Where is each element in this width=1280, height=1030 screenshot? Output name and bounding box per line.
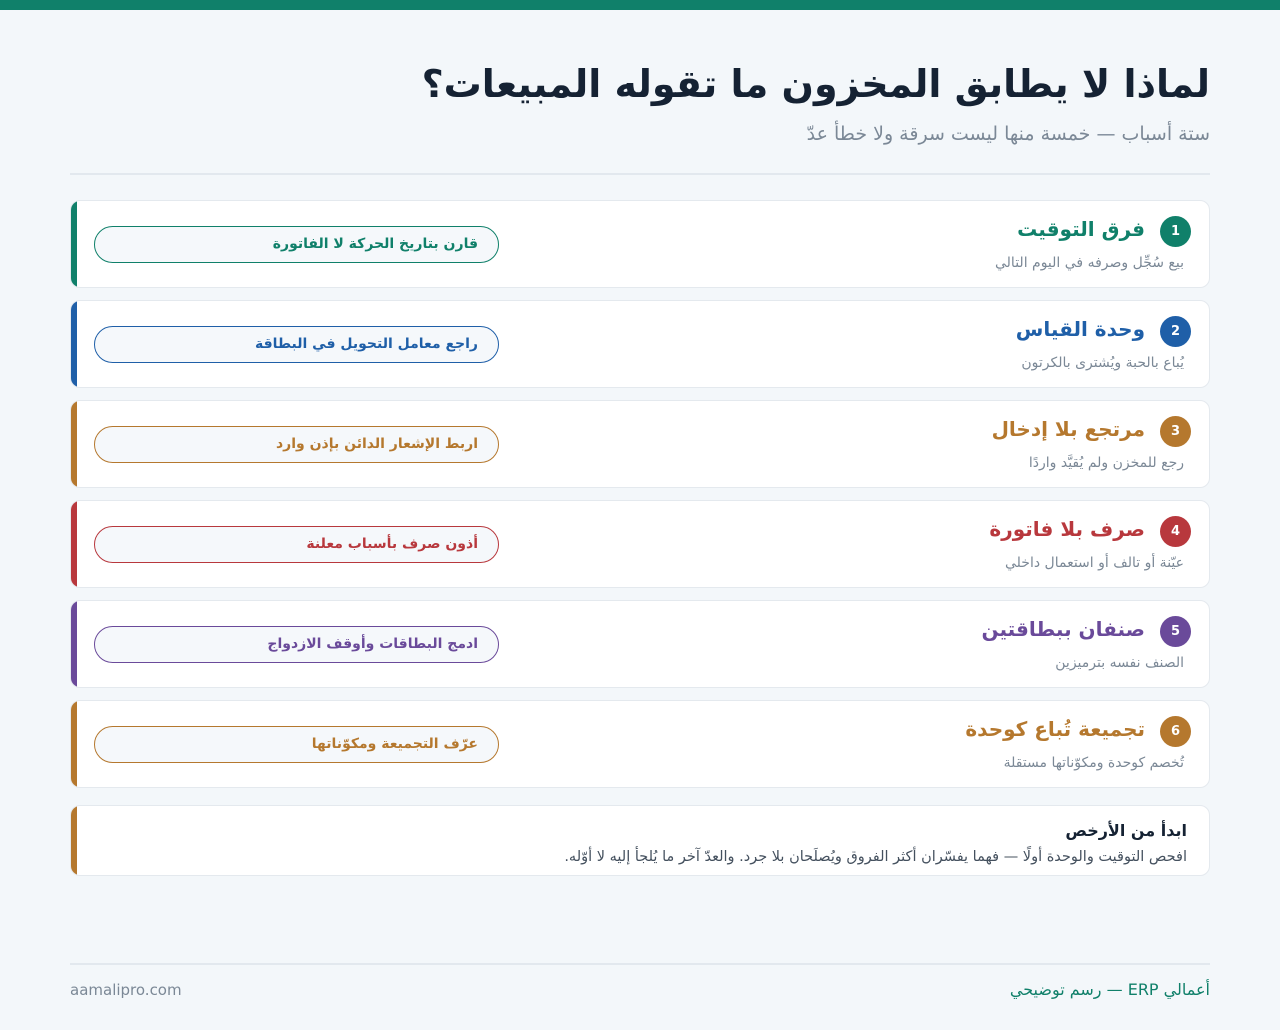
- reason-card: [70, 700, 1210, 788]
- reason-action-pill[interactable]: اربط الإشعار الدائن بإذن وارد: [94, 426, 499, 463]
- card-accent-bar: [71, 401, 77, 487]
- tip-box: [70, 805, 1210, 876]
- tip-accent-bar: [71, 806, 77, 875]
- header-divider: [70, 173, 1210, 175]
- tip-text: افحص التوقيت والوحدة أولًا — فهما يفسّران أكثر الفروق ويُصلَحان بلا جرد. والعدّ آخر ما يُلجأ إليه لا أوّله.: [564, 849, 1187, 865]
- reason-number-badge: 3: [1160, 416, 1191, 447]
- tip-title: ابدأ من الأرخص: [1065, 821, 1187, 840]
- card-accent-bar: [71, 201, 77, 287]
- reason-number-badge: 1: [1160, 216, 1191, 247]
- footer-site-link[interactable]: aamalipro.com: [70, 981, 182, 999]
- page-subtitle: ستة أسباب — خمسة منها ليست سرقة ولا خطأ عدّ: [806, 123, 1210, 145]
- footer-brand: أعمالي ERP — رسم توضيحي: [1009, 980, 1210, 999]
- reason-title: فرق التوقيت: [1017, 217, 1145, 241]
- reason-title: وحدة القياس: [1015, 317, 1145, 341]
- card-accent-bar: [71, 501, 77, 587]
- reason-action-pill[interactable]: عرّف التجميعة ومكوّناتها: [94, 726, 499, 763]
- reason-card: [70, 600, 1210, 688]
- reason-title: صرف بلا فاتورة: [989, 517, 1145, 541]
- reason-card: [70, 400, 1210, 488]
- reason-number-badge: 2: [1160, 316, 1191, 347]
- reason-action-pill[interactable]: أذون صرف بأسباب معلنة: [94, 526, 499, 563]
- reason-number-badge: 4: [1160, 516, 1191, 547]
- reason-title: صنفان ببطاقتين: [981, 617, 1145, 641]
- reason-description: عيّنة أو تالف أو استعمال داخلي: [1005, 555, 1184, 571]
- card-accent-bar: [71, 301, 77, 387]
- reason-description: رجع للمخزن ولم يُقيَّد واردًا: [1028, 455, 1184, 471]
- card-accent-bar: [71, 701, 77, 787]
- page-header: [70, 58, 1210, 148]
- reason-card: [70, 200, 1210, 288]
- reason-description: يُباع بالحبة ويُشترى بالكرتون: [1021, 355, 1184, 371]
- card-accent-bar: [71, 601, 77, 687]
- reason-description: تُخصم كوحدة ومكوّناتها مستقلة: [1003, 755, 1184, 771]
- reason-card: [70, 500, 1210, 588]
- page-title: لماذا لا يطابق المخزون ما تقوله المبيعات؟: [421, 62, 1210, 106]
- footer-divider: [70, 963, 1210, 965]
- reason-action-pill[interactable]: ادمج البطاقات وأوقف الازدواج: [94, 626, 499, 663]
- reason-description: بيع سُجِّل وصرفه في اليوم التالي: [995, 255, 1184, 271]
- reason-action-pill[interactable]: راجع معامل التحويل في البطاقة: [94, 326, 499, 363]
- reason-card: [70, 300, 1210, 388]
- reason-title: مرتجع بلا إدخال: [991, 417, 1145, 441]
- reason-action-pill[interactable]: قارن بتاريخ الحركة لا الفاتورة: [94, 226, 499, 263]
- reason-description: الصنف نفسه بترميزين: [1055, 655, 1184, 671]
- reason-title: تجميعة تُباع كوحدة: [965, 717, 1145, 741]
- top-accent-bar: [0, 0, 1280, 10]
- reason-number-badge: 6: [1160, 716, 1191, 747]
- reason-number-badge: 5: [1160, 616, 1191, 647]
- reasons-list: [70, 200, 1210, 800]
